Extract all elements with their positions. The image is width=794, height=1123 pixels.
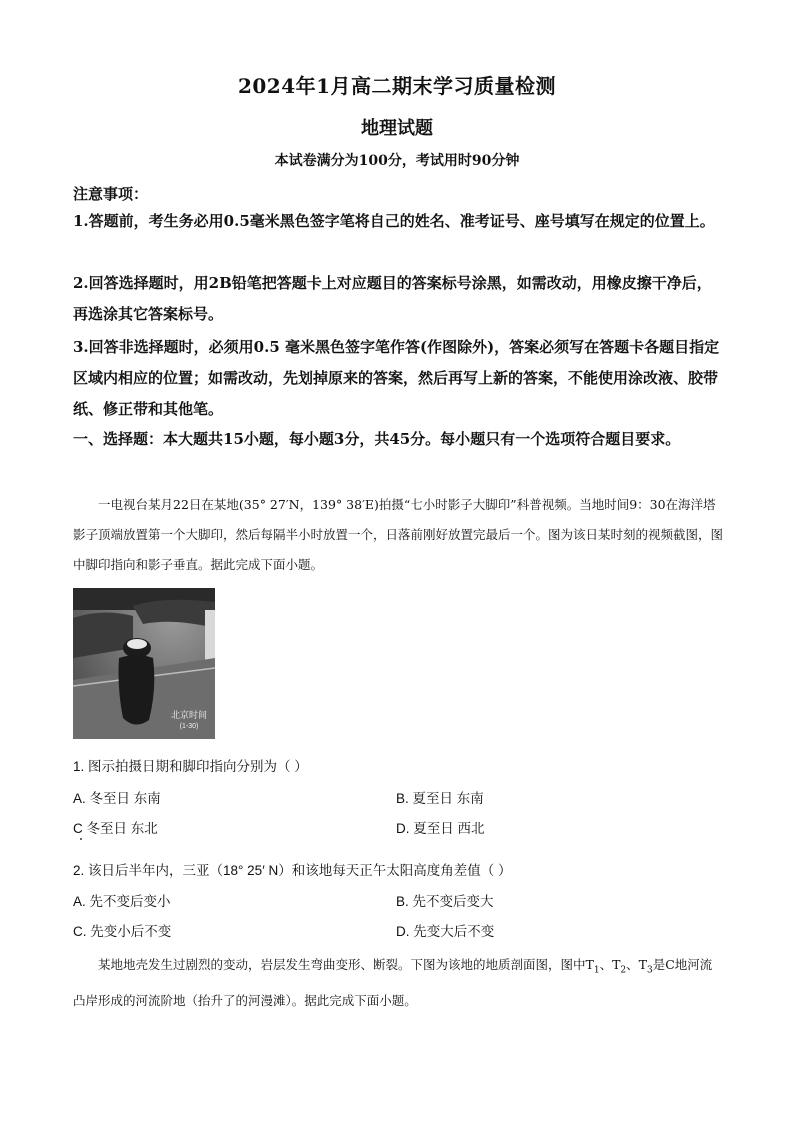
material-1: 一电视台某月22日在某地(35° 27′N，139° 38′E)拍摄“七小时影子大脚印”科普视频。当地时间9：30在海洋塔影子顶端放置第一个大脚印，然后每隔半小时放置一个，日落前刚好放置完最后一个。图为该日某时刻的视频截图，图中脚印指向和影子垂直。据此完成下面小题。 (73, 497, 724, 572)
question-2-option-d: D. 先变大后不变 (396, 924, 495, 939)
notice-item-3: 3.回答非选择题时，必须用0.5 毫米黑色签字笔作答(作图除外)，答案必须写在答题卡各题目指定区域内相应的位置；如需改动，先划掉原来的答案，然后再写上新的答案，不能使用涂改液、胶带纸、修正带和其他笔。 (73, 338, 720, 418)
material-2-text-after: 是C地河流凸岸形成的河流阶地（抬升了的河漫滩）。据此完成下面小题。 (73, 957, 713, 1008)
question-2-option-b: B. 先不变后变大 (396, 894, 494, 909)
notice-item-2: 2.回答选择题时，用2B铅笔把答题卡上对应题目的答案标号涂黑，如需改动，用橡皮擦干净后，再选涂其它答案标号。 (73, 274, 712, 323)
section-heading: 一、选择题：本大题共15小题，每小题3分，共45分。每小题只有一个选项符合题目要求。 (73, 430, 681, 448)
question-2-option-a: A. 先不变后变小 (73, 894, 171, 909)
question-1-option-c: C 冬至日 东北 (73, 821, 158, 836)
notice-item-1: 1.答题前，考生务必用0.5毫米黑色签字笔将自己的姓名、准考证号、座号填写在规定的位置上。 (73, 212, 715, 230)
photo-caption (167, 710, 211, 732)
material-2-sub-1: 1 (593, 965, 600, 976)
stray-dot (80, 838, 82, 840)
material-2-sep-2: 、T (626, 957, 647, 972)
sub-title: 地理试题 (361, 118, 433, 139)
photo-caption-line1: 北京时间 (170, 710, 207, 720)
question-1-option-a: A. 冬至日 东南 (73, 791, 161, 806)
video-screenshot-photo (73, 588, 215, 739)
material-2-sep-1: 、T (599, 957, 621, 972)
question-1-option-d: D. 夏至日 西北 (396, 821, 485, 836)
exam-info: 本试卷满分为100分，考试用时90分钟 (274, 153, 520, 169)
material-2-sub-3: 3 (647, 965, 653, 976)
question-1-option-b: B. 夏至日 东南 (396, 791, 484, 806)
material-2-sub-2: 2 (620, 965, 627, 976)
question-1-stem: 1. 图示拍摄日期和脚印指向分别为（ ） (73, 759, 308, 774)
question-2-stem: 2. 该日后半年内，三亚（18° 25′ N）和该地每天正午太阳高度角差值（ ） (73, 863, 512, 878)
main-title: 2024年1月高二期末学习质量检测 (237, 74, 557, 98)
question-2-option-c: C. 先变小后不变 (73, 924, 172, 939)
material-2-text-before: 某地地壳发生过剧烈的变动，岩层发生弯曲变形、断裂。下图为该地的地质剖面图，图中T (98, 957, 594, 972)
material-2 (73, 950, 723, 1016)
notice-heading: 注意事项： (73, 185, 149, 203)
photo-caption-line2: (1-30) (179, 723, 199, 730)
